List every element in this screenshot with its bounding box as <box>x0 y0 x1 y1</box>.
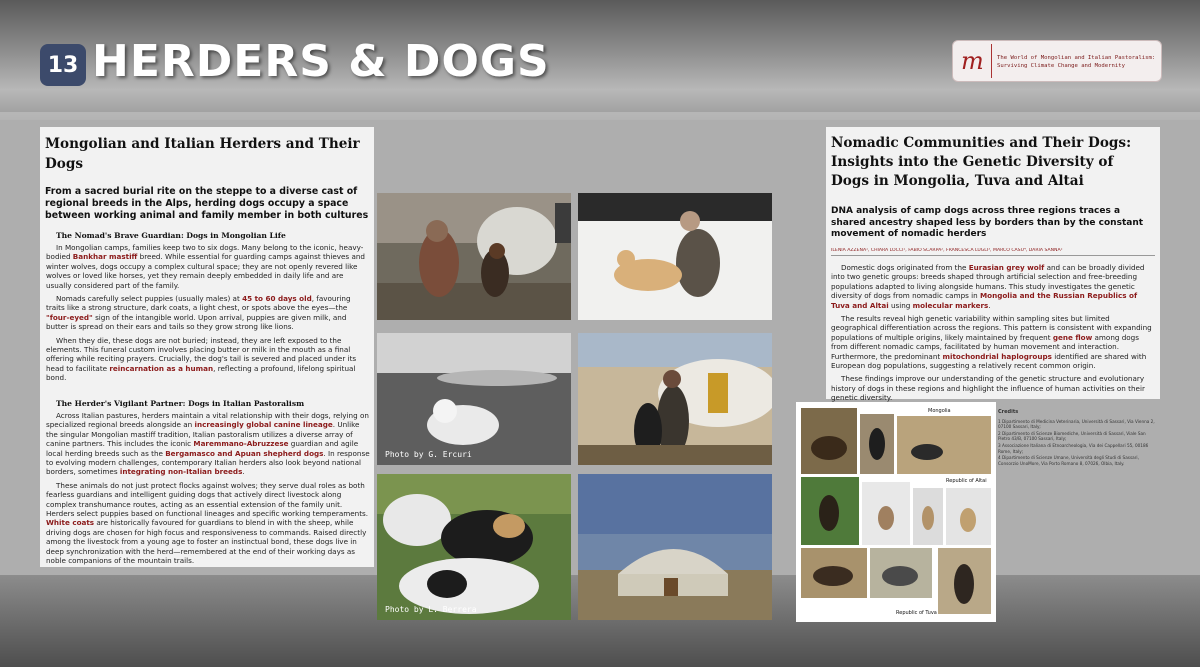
project-logo <box>952 40 1162 82</box>
dog-photo-tuva-3 <box>938 548 991 614</box>
dog-photo-altai-3 <box>913 488 943 545</box>
photo-mongolian-herder-with-dog-ger <box>578 333 772 465</box>
section-number-badge: 13 <box>40 44 86 86</box>
credit-affiliation: 2 Dipartimento di Scienze Biomediche, Università di Sassari, Viale San Pietro 43/B, 07100 Sassari, Italy; <box>998 430 1146 442</box>
photo-mongolian-ger-steppe <box>578 474 772 620</box>
region-label-tuva: Republic of Tuva <box>896 610 937 616</box>
dog-photo-altai-1 <box>801 477 859 545</box>
paragraph: When they die, these dogs are not buried; instead, they are left exposed to the elements. This funeral custom involves placing butter or milk in the mouth as a final offering while reciting prayers. Crucially, the dog's tail is severed and placed under its head to facilitate reincarnation as a human, reflecting a profound, lifelong spiritual bond. <box>46 335 357 383</box>
credits-heading: Credits <box>998 409 1019 415</box>
right-article-title: Nomadic Communities and Their Dogs: Insights into the Genetic Diversity of Dogs in Mongolia, Tuva and Altai <box>831 135 1132 189</box>
dog-photo-altai-2 <box>862 482 910 545</box>
photo-credit: Photo by G. Ercuri <box>385 450 472 459</box>
region-label-mongolia: Mongolia <box>928 408 951 414</box>
paragraph: The results reveal high genetic variability within sampling sites but limited geographical differentiation across the regions. This pattern is consistent with expanding populations of multiple origins, likely maintained by frequent gene flow among dogs from different nomadic camps, facilitated by human movement and interaction. Furthermore, the predominant mitochondrial haplogroups identified are shared with European dog populations, suggesting a relatively recent common origin. <box>831 314 1152 371</box>
right-article-intro: DNA analysis of camp dogs across three regions traces a shared ancestry shaped less by borders than by the constant movement of nomadic herders <box>831 206 1144 239</box>
credit-affiliation: 1 Dipartimento di Medicina Veterinaria, Università di Sassari, Via Vienna 2, 07100 Sassari, Italy; <box>998 418 1155 430</box>
logo-mark: m <box>961 44 992 78</box>
author-list: ILENIA AZZENA¹, CHIARA LOCCI¹, FABIO SCARPA², FRANCESCA LUGLI³, MARCO CASU⁴, DARIA SANNA² <box>831 248 1155 256</box>
section-heading-mongolia: The Nomad's Brave Guardian: Dogs in Mongolian Life <box>56 231 286 240</box>
dog-photo-tuva-2 <box>870 548 932 598</box>
dog-sample-panel <box>796 402 996 622</box>
photo-italian-herder-with-dog-snow <box>578 193 772 320</box>
photo-mongolian-herder-with-dog <box>377 193 571 320</box>
paragraph: These animals do not just protect flocks against wolves; they serve dual roles as both fearless guardians and intelligent guiding dogs that actively direct livestock along complex transhumance routes, acting as an essential extension of the family unit. Herders select puppies based on functional lineages and specific working temperaments. White coats are historically favoured for guardians to blend in with the sheep, while driving dogs are chosen for high focus and responsiveness to commands. Raised directly among the livestock from a young age to foster an instinctual bond, these dogs live in deep synchronization with the herd—remembered at the end of their working days as noble companions of the mountain trails. <box>46 480 369 566</box>
dog-photo-mongolia-2 <box>860 414 894 474</box>
right-article-card <box>826 127 1160 403</box>
left-article-intro: From a sacred burial rite on the steppe to a diverse cast of regional breeds in the Alps, herding dogs occupy a space between working animal and family member in both cultures <box>45 186 369 221</box>
dog-photo-altai-4 <box>946 488 991 545</box>
section-body-mongolia <box>46 243 370 387</box>
logo-text: The World of Mongolian and Italian Pastoralism: Surviving Climate Change and Modernity <box>997 55 1156 69</box>
dog-photo-mongolia-1 <box>801 408 857 474</box>
paragraph: Domestic dogs originated from the Eurasian grey wolf and can be broadly divided into two genetic groups: breeds shaped through artificial selection and free-breeding populations adapted to living alongside humans. This study investigates the genetic diversity of dogs from nomadic camps in Mongolia and the Russian Republics of Tuva and Altai using molecular markers. <box>831 263 1145 310</box>
credit-affiliation: 3 Associazione Italiana di Etnoarcheologia, Via dei Cappellari 55, 00186 Rome, Italy; <box>998 442 1149 454</box>
left-article-title: Mongolian and Italian Herders and Their Dogs <box>45 136 360 172</box>
dog-photo-tuva-1 <box>801 548 867 598</box>
credits-section <box>998 410 1158 467</box>
region-label-altai: Republic of Altai <box>946 478 987 484</box>
paragraph: In Mongolian camps, families keep two to six dogs. Many belong to the iconic, heavy-bodied Bankhar mastiff breed. While essential for guarding camps against thieves and winter wolves, dogs occupy a complex cultural space; they are not openly revered like wolves or loved like horses, yet they remain deeply embedded in daily life and are usually considered part of the family. <box>46 243 365 290</box>
dog-photo-mongolia-3 <box>897 416 991 474</box>
paragraph: Across Italian pastures, herders maintain a vital relationship with their dogs, relying on specialized regional breeds alongside an increasingly global canine lineage. Unlike the singular Mongolian mastiff tradition, Italian pastoralism utilizes a diverse array of canine partners. This includes the iconic Maremmano-Abruzzese guardian and agile local herding breeds such as the Bergamasco and Apuan shepherd dogs. In response to evolving modern challenges, contemporary Italian herders also look beyond national borders, sometimes integrating non-Italian breeds. <box>46 411 370 477</box>
photo-italian-herding-dogs-group <box>377 474 571 620</box>
paragraph: Nomads carefully select puppies (usually males) at 45 to 60 days old, favouring traits like a strong structure, dark coats, a light chest, or spots above the eyes—the "four-eyed" sign of the intangible world. Upon arrival, puppies are given milk, and butter is spread on their ears and tails so they grow strong like lions. <box>46 294 351 332</box>
page-title: HERDERS & DOGS <box>92 36 550 87</box>
photo-italian-guardian-dog-flock <box>377 333 571 465</box>
paragraph: These findings improve our understanding of the genetic structure and evolutionary history of dogs in these regions and highlight the influence of human activities on their genetic diversity. <box>831 374 1145 403</box>
right-article-body <box>831 263 1155 407</box>
section-heading-italy: The Herder's Vigilant Partner: Dogs in Italian Pastoralism <box>56 399 305 408</box>
credit-affiliation: 4 Dipartimento di Scienze Umane, Università degli Studi di Sassari, Consorzio UnoMore, Via Porto Romano 8, 07026, Olbia, Italy. <box>998 455 1139 466</box>
photo-credit: Photo by L. Berrera <box>385 605 477 614</box>
section-body-italy <box>46 411 370 570</box>
left-article-card <box>40 127 374 567</box>
